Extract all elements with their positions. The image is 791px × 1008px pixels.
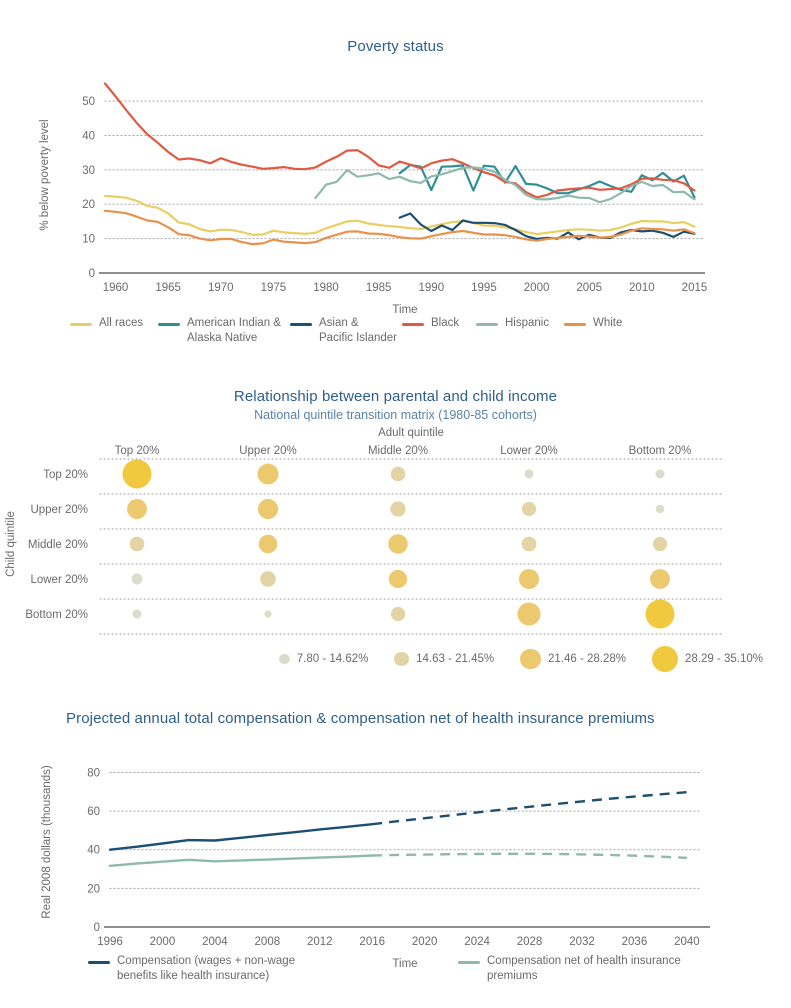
matrix-bubble[interactable] — [650, 569, 670, 589]
matrix-column-label: Middle 20% — [367, 445, 429, 457]
y-tick-label: 10 — [82, 233, 95, 246]
legend-item[interactable] — [70, 316, 158, 346]
series-line — [105, 196, 695, 235]
legend-color-swatch — [158, 323, 180, 326]
matrix-legend — [0, 646, 791, 672]
x-tick-label: 2015 — [681, 282, 708, 294]
matrix-legend-item[interactable] — [520, 649, 626, 670]
x-tick-label: 1990 — [418, 282, 445, 294]
legend-item[interactable] — [158, 316, 290, 346]
matrix-bubble[interactable] — [653, 537, 667, 551]
matrix-bubble[interactable] — [391, 607, 405, 621]
legend-item[interactable] — [564, 316, 634, 346]
legend-item[interactable] — [402, 316, 476, 346]
compensation-chart — [0, 710, 791, 1008]
matrix-bubble[interactable] — [656, 470, 665, 479]
y-tick-label: 0 — [93, 922, 100, 934]
y-axis-label: Real 2008 dollars (thousands) — [41, 765, 53, 919]
legend-item-label: Compensation (wages + non-wage benefits like health insurance) — [117, 955, 296, 982]
x-tick-label: 2010 — [629, 282, 655, 294]
legend-item[interactable] — [476, 316, 564, 346]
matrix-legend-dot — [394, 652, 409, 667]
x-tick-label: 2028 — [516, 936, 543, 948]
legend-item-label: Black — [431, 317, 460, 329]
x-axis-label: Time — [392, 958, 418, 970]
x-tick-label: 2020 — [411, 936, 438, 948]
x-tick-label: 2000 — [149, 936, 176, 948]
x-tick-label: 2008 — [254, 936, 281, 948]
matrix-bubble[interactable] — [258, 464, 279, 485]
legend-item-label: Hispanic — [505, 317, 550, 329]
series-line-projected — [372, 854, 687, 858]
matrix-row-label: Lower 20% — [30, 574, 88, 586]
x-tick-label: 2040 — [674, 936, 700, 948]
matrix-legend-item[interactable] — [394, 652, 494, 667]
matrix-y-axis-label: Child quintile — [5, 511, 17, 577]
poverty-chart-title: Poverty status — [347, 38, 444, 55]
legend-color-swatch — [476, 323, 498, 326]
legend-item[interactable] — [290, 316, 402, 346]
matrix-bubble[interactable] — [132, 574, 143, 585]
matrix-legend-item[interactable] — [652, 646, 763, 672]
matrix-row-label: Middle 20% — [27, 539, 88, 551]
series-line-actual — [110, 824, 372, 850]
y-tick-label: 0 — [88, 268, 95, 280]
matrix-plot-svg — [0, 422, 791, 642]
matrix-row-label: Top 20% — [43, 469, 88, 481]
x-tick-label: 2016 — [359, 936, 386, 948]
matrix-row-label: Upper 20% — [30, 504, 88, 516]
legend-item-label: White — [593, 317, 623, 329]
matrix-bubble[interactable] — [133, 610, 142, 619]
legend-item-label: Compensation net of health insurance premiums — [487, 955, 681, 982]
matrix-bubble[interactable] — [519, 569, 539, 589]
x-tick-label: 1985 — [365, 282, 392, 294]
legend-color-swatch — [70, 323, 92, 326]
matrix-legend-dot — [279, 654, 289, 664]
poverty-plot-svg — [0, 55, 791, 316]
poverty-plot-area — [0, 55, 791, 316]
x-tick-label: 2012 — [306, 936, 333, 948]
matrix-chart-subtitle: National quintile transition matrix (1980-85 cohorts) — [254, 408, 537, 422]
matrix-bubble[interactable] — [130, 537, 145, 552]
matrix-x-axis-label: Adult quintile — [378, 427, 444, 439]
matrix-bubble[interactable] — [391, 467, 406, 482]
y-tick-label: 30 — [82, 164, 95, 177]
matrix-column-label: Top 20% — [114, 445, 160, 457]
x-tick-label: 2000 — [523, 282, 550, 294]
matrix-legend-label: 7.80 - 14.62% — [296, 653, 369, 665]
legend-item-label: American Indian & Alaska Native — [187, 317, 281, 344]
legend-color-swatch — [402, 323, 424, 326]
matrix-bubble[interactable] — [390, 501, 405, 516]
matrix-bubble[interactable] — [517, 602, 540, 625]
matrix-bubble[interactable] — [656, 505, 665, 514]
matrix-row-label: Bottom 20% — [25, 609, 88, 621]
x-tick-label: 1980 — [313, 282, 339, 294]
y-tick-label: 60 — [87, 806, 100, 819]
series-line — [400, 214, 695, 240]
x-tick-label: 1965 — [155, 282, 181, 294]
matrix-plot-area — [0, 422, 791, 642]
matrix-bubble[interactable] — [389, 570, 407, 588]
poverty-legend — [0, 316, 791, 346]
x-tick-label: 1975 — [260, 282, 287, 294]
y-axis-label: % below poverty level — [39, 119, 51, 231]
matrix-legend-item[interactable] — [279, 653, 368, 665]
matrix-legend-label: 14.63 - 21.45% — [416, 652, 495, 665]
x-tick-label: 2032 — [569, 936, 595, 948]
series-line-projected — [372, 792, 687, 824]
legend-item[interactable] — [458, 954, 788, 984]
matrix-column-label: Upper 20% — [239, 445, 297, 457]
matrix-legend-dot — [652, 646, 678, 672]
matrix-bubble[interactable] — [123, 460, 152, 489]
matrix-legend-label: 21.46 - 28.28% — [547, 652, 626, 665]
quintile-matrix-chart — [0, 388, 791, 698]
legend-item-label: Asian & Pacific Islander — [319, 317, 397, 344]
legend-item-label: All races — [99, 317, 144, 329]
y-tick-label: 40 — [82, 130, 95, 143]
x-tick-label: 1960 — [102, 282, 129, 294]
x-tick-label: 1996 — [97, 936, 123, 948]
y-tick-label: 40 — [87, 844, 100, 857]
matrix-chart-title: Relationship between parental and child income — [233, 388, 558, 405]
matrix-bubble[interactable] — [127, 499, 147, 519]
matrix-legend-label: 28.29 - 35.10% — [684, 653, 763, 665]
matrix-bubble[interactable] — [258, 499, 278, 519]
poverty-status-chart — [0, 38, 791, 358]
x-tick-label: 2004 — [202, 936, 228, 948]
legend-color-swatch — [88, 961, 110, 964]
y-tick-label: 50 — [82, 96, 95, 109]
legend-color-swatch — [458, 961, 480, 964]
matrix-bubble[interactable] — [646, 600, 675, 629]
matrix-bubble[interactable] — [264, 610, 271, 617]
matrix-bubble[interactable] — [259, 535, 278, 554]
matrix-bubble[interactable] — [524, 469, 533, 478]
compensation-chart-title: Projected annual total compensation & compensation net of health insurance premiums — [66, 710, 655, 727]
matrix-bubble[interactable] — [388, 534, 407, 553]
matrix-column-label: Bottom 20% — [628, 445, 692, 457]
x-tick-label: 2005 — [576, 282, 603, 294]
y-tick-label: 20 — [87, 883, 100, 896]
y-tick-label: 20 — [82, 199, 95, 212]
matrix-bubble[interactable] — [522, 502, 536, 516]
series-line — [316, 167, 695, 202]
series-line-actual — [110, 856, 372, 866]
matrix-bubble[interactable] — [260, 571, 276, 587]
x-axis-label: Time — [392, 304, 418, 316]
matrix-legend-dot — [520, 649, 541, 670]
matrix-bubble[interactable] — [522, 537, 537, 552]
x-tick-label: 2024 — [464, 936, 490, 948]
x-tick-label: 2036 — [621, 936, 648, 948]
matrix-column-label: Lower 20% — [500, 445, 558, 457]
legend-color-swatch — [290, 323, 312, 326]
x-tick-label: 1995 — [471, 282, 497, 294]
legend-color-swatch — [564, 323, 586, 326]
legend-item[interactable] — [88, 954, 388, 984]
x-tick-label: 1970 — [207, 282, 234, 294]
y-tick-label: 80 — [87, 767, 100, 780]
